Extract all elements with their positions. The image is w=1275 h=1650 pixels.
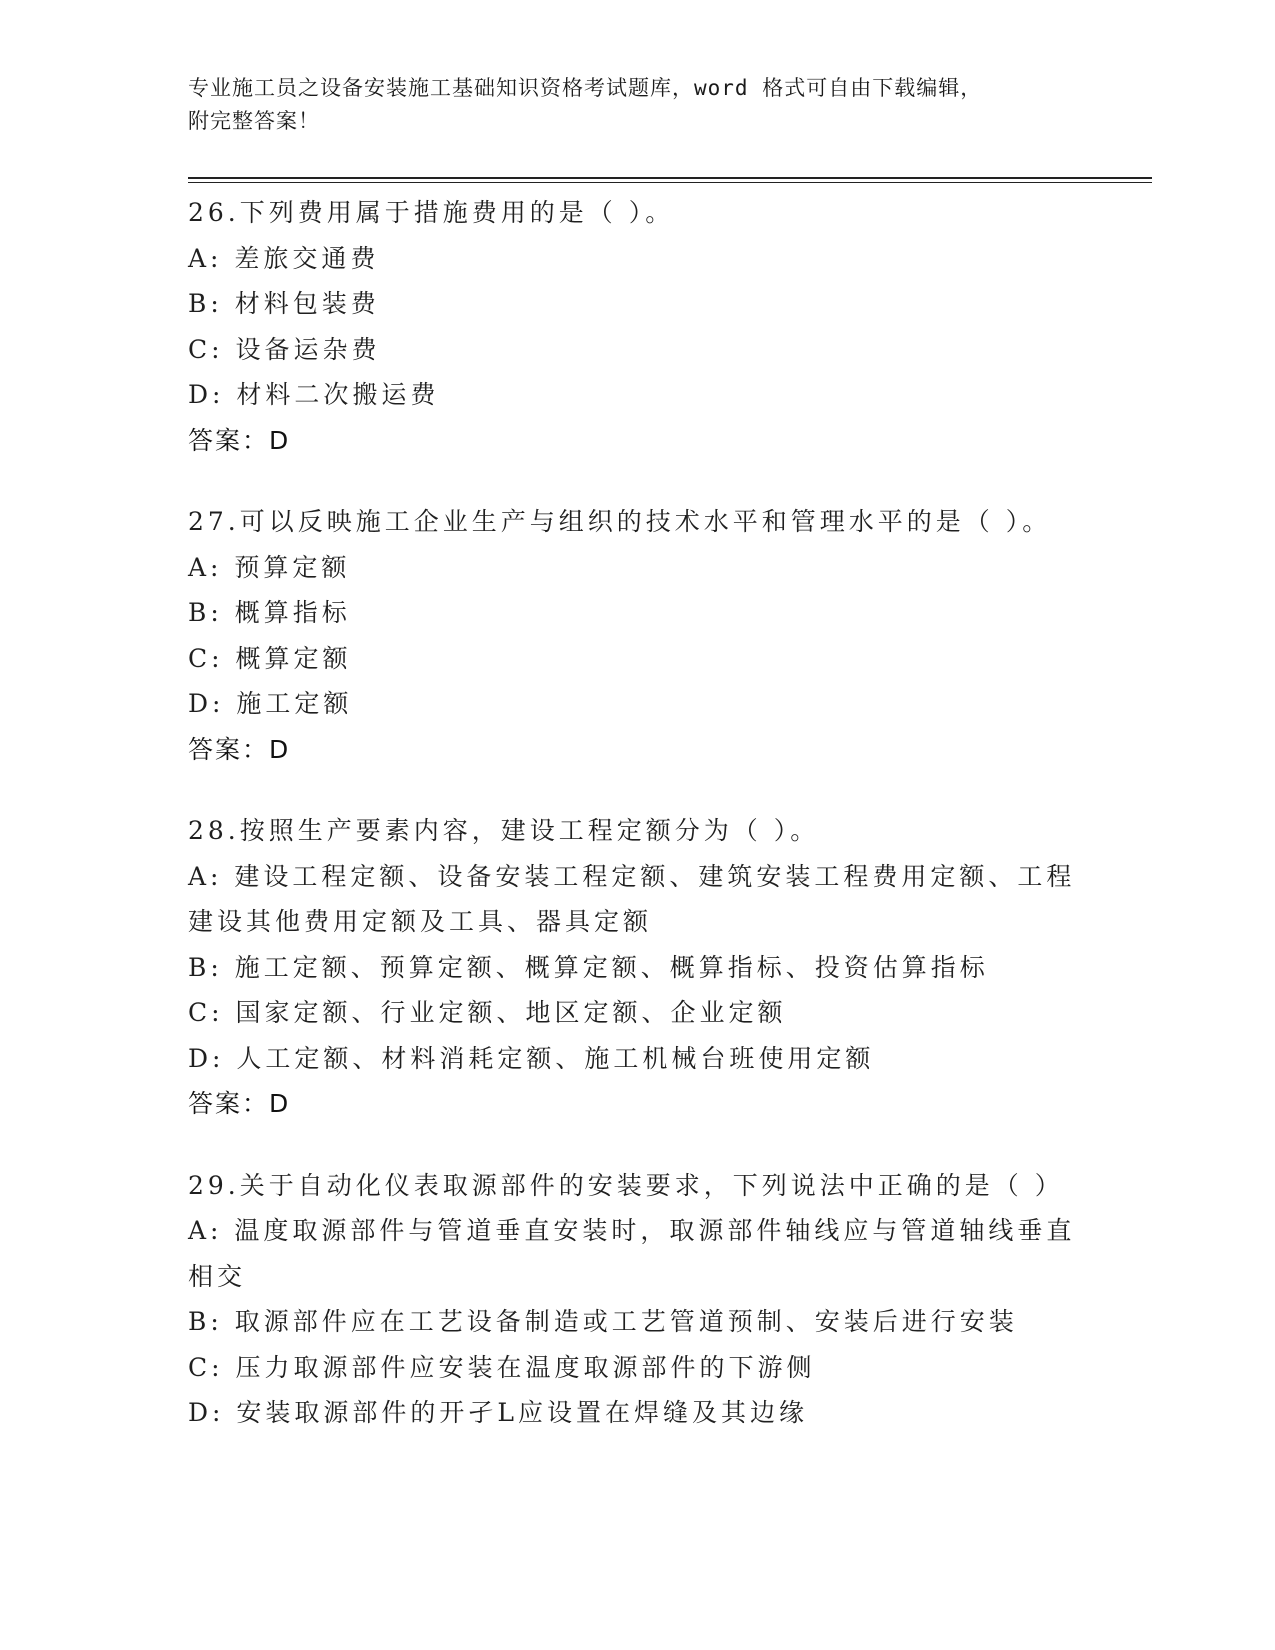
question-26 bbox=[188, 190, 1088, 463]
question-stem: 27.可以反映施工企业生产与组织的技术水平和管理水平的是（ ）。 bbox=[188, 507, 1052, 536]
question-stem: 29.关于自动化仪表取源部件的安装要求，下列说法中正确的是（ ） bbox=[188, 1170, 1064, 1200]
option-a: A: 预算定额 bbox=[188, 552, 351, 582]
answer-line: 答案：D bbox=[188, 425, 291, 455]
option-a: A: 差旅交通费 bbox=[188, 243, 380, 273]
option-c: C: 压力取源部件应安装在温度取源部件的下游侧 bbox=[188, 1352, 816, 1382]
question-stem: 26.下列费用属于措施费用的是（ ）。 bbox=[188, 198, 675, 227]
question-29 bbox=[188, 1163, 1088, 1436]
option-d: D: 安装取源部件的开孑L应设置在焊缝及其边缘 bbox=[188, 1398, 809, 1427]
option-c: C: 国家定额、行业定额、地区定额、企业定额 bbox=[188, 998, 787, 1027]
option-c: C: 概算定额 bbox=[188, 643, 352, 673]
option-a: A: 建设工程定额、设备安装工程定额、建筑安装工程费用定额、工程建设其他费用定额及工具、器具定额 bbox=[188, 861, 1076, 936]
answer-line: 答案：D bbox=[188, 734, 291, 764]
question-stem: 28.按照生产要素内容，建设工程定额分为（ ）。 bbox=[188, 816, 820, 845]
header-line-1: 专业施工员之设备安装施工基础知识资格考试题库，word 格式可自由下载编辑， bbox=[188, 76, 983, 100]
option-d: D: 施工定额 bbox=[188, 689, 353, 718]
header-divider-thick bbox=[188, 177, 1152, 179]
option-b: B: 概算指标 bbox=[188, 598, 351, 627]
option-b: B: 施工定额、预算定额、概算定额、概算指标、投资估算指标 bbox=[188, 952, 989, 982]
option-b: B: 材料包装费 bbox=[188, 289, 380, 318]
answer-line: 答案：D bbox=[188, 1089, 291, 1118]
option-d: D: 材料二次搬运费 bbox=[188, 380, 440, 409]
option-b: B: 取源部件应在工艺设备制造或工艺管道预制、安装后进行安装 bbox=[188, 1307, 1018, 1336]
document-header bbox=[188, 72, 1068, 138]
option-a: A: 温度取源部件与管道垂直安装时，取源部件轴线应与管道轴线垂直相交 bbox=[188, 1216, 1076, 1291]
option-d: D: 人工定额、材料消耗定额、施工机械台班使用定额 bbox=[188, 1043, 875, 1073]
question-28 bbox=[188, 808, 1088, 1127]
header-divider-thin bbox=[188, 182, 1152, 183]
header-line-2: 附完整答案！ bbox=[188, 109, 320, 133]
question-27 bbox=[188, 499, 1088, 772]
question-list bbox=[188, 190, 1088, 1472]
option-c: C: 设备运杂费 bbox=[188, 334, 381, 364]
